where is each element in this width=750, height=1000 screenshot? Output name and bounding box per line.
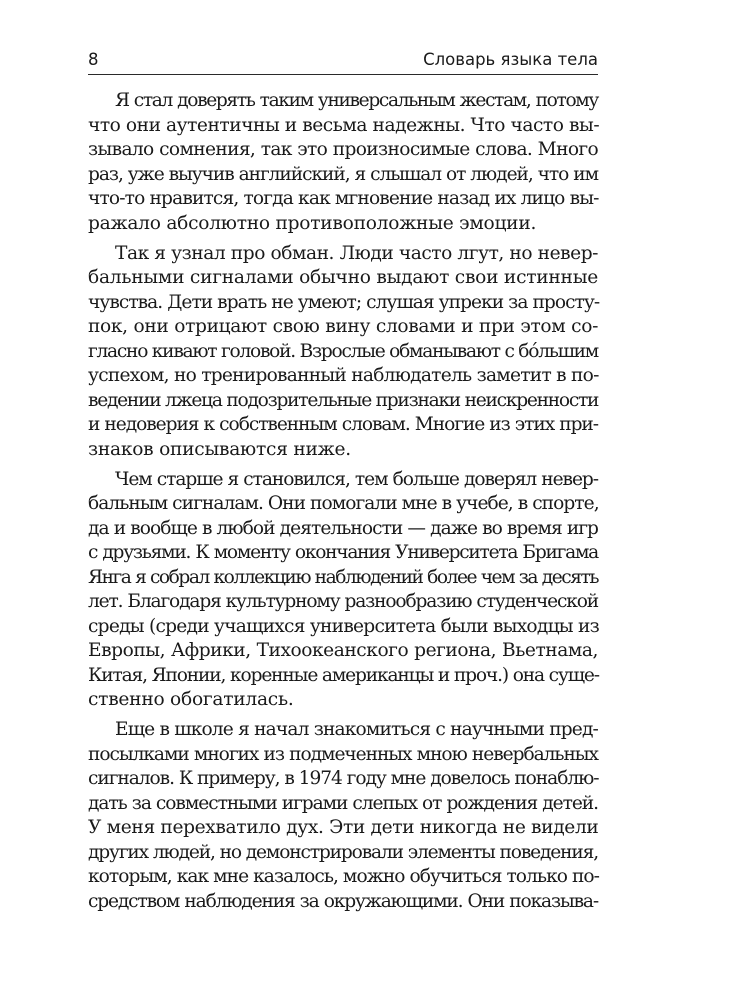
text-line: зывало сомнения, так это произносимые слова. Много xyxy=(88,139,598,160)
text-line: Так я узнал про обман. Люди часто лгут, но невер- xyxy=(115,242,598,264)
text-line: Чем старше я становился, тем больше доверял невер- xyxy=(115,468,598,490)
text-line: дать за совместными играми слепых от рождения детей. xyxy=(88,792,598,814)
book-page xyxy=(88,0,598,1000)
page-number: 8 xyxy=(88,50,99,69)
text-line: среды (среди учащихся университета были выходцы из xyxy=(88,615,600,637)
text-line: что-то нравится, тогда как мгновение назад их лицо вы- xyxy=(88,188,599,209)
text-line: ражало абсолютно противоположные эмоции. xyxy=(88,212,537,234)
text-line: с друзьями. К моменту окончания Университета Бригама xyxy=(88,542,598,563)
text-line: гласно кивают головой. Взрослые обманывают с бо́льшим xyxy=(88,340,599,362)
paragraph xyxy=(88,89,598,236)
text-line: Янга я собрал коллекцию наблюдений более чем за десять xyxy=(88,566,598,588)
text-line: У меня перехватило дух. Эти дети никогда не видели xyxy=(88,817,599,838)
text-line: знаков описываются ниже. xyxy=(88,438,351,460)
text-line: раз, уже выучив английский, я слышал от людей, что им xyxy=(88,163,598,185)
text-line: Китая, Японии, коренные американцы и проч.) она суще- xyxy=(88,664,599,686)
running-title: Словарь языка тела xyxy=(423,50,598,69)
text-line: сигналов. К примеру, в 1974 году мне довелось понаблю- xyxy=(88,768,599,789)
text-line: других людей, но демонстрировали элементы поведения, xyxy=(88,841,598,863)
running-header xyxy=(88,46,598,75)
text-line: лет. Благодаря культурному разнообразию студенческой xyxy=(88,591,598,612)
text-line: которым, как мне казалось, можно обучиться только по- xyxy=(88,866,599,887)
text-line: бальным сигналам. Они помогали мне в учебе, в спорте, xyxy=(88,493,599,514)
body-text xyxy=(88,89,598,914)
paragraph xyxy=(88,718,598,914)
text-line: ведении лжеца подозрительные признаки неискренности xyxy=(88,389,599,411)
text-line: Еще в школе я начал знакомиться с научными пред- xyxy=(115,719,598,740)
text-line: да и вообще в любой деятельности — даже во время игр xyxy=(88,517,598,539)
text-line: Я стал доверять таким универсальным жестам, потому xyxy=(115,90,598,111)
paragraph xyxy=(88,242,598,463)
text-line: средством наблюдения за окружающими. Они показыва- xyxy=(88,890,598,912)
text-line: посылками многих из подмеченных мною невербальных xyxy=(88,743,598,765)
text-line: бальными сигналами обычно выдают свои истинные xyxy=(88,267,598,288)
text-line: пок, они отрицают свою вину словами и при этом со- xyxy=(88,316,598,337)
text-line: и недоверия к собственным словам. Многие из этих при- xyxy=(88,414,598,435)
text-line: что они аутентичны и весьма надежны. Что часто вы- xyxy=(88,114,600,136)
text-line: ственно обогатилась. xyxy=(88,689,294,710)
text-line: чувства. Дети врать не умеют; слушая упреки за просту- xyxy=(88,291,600,313)
text-line: Европы, Африки, Тихоокеанского региона, Вьетнама, xyxy=(88,640,598,661)
paragraph xyxy=(88,468,598,713)
text-line: успехом, но тренированный наблюдатель заметит в по- xyxy=(88,365,599,386)
